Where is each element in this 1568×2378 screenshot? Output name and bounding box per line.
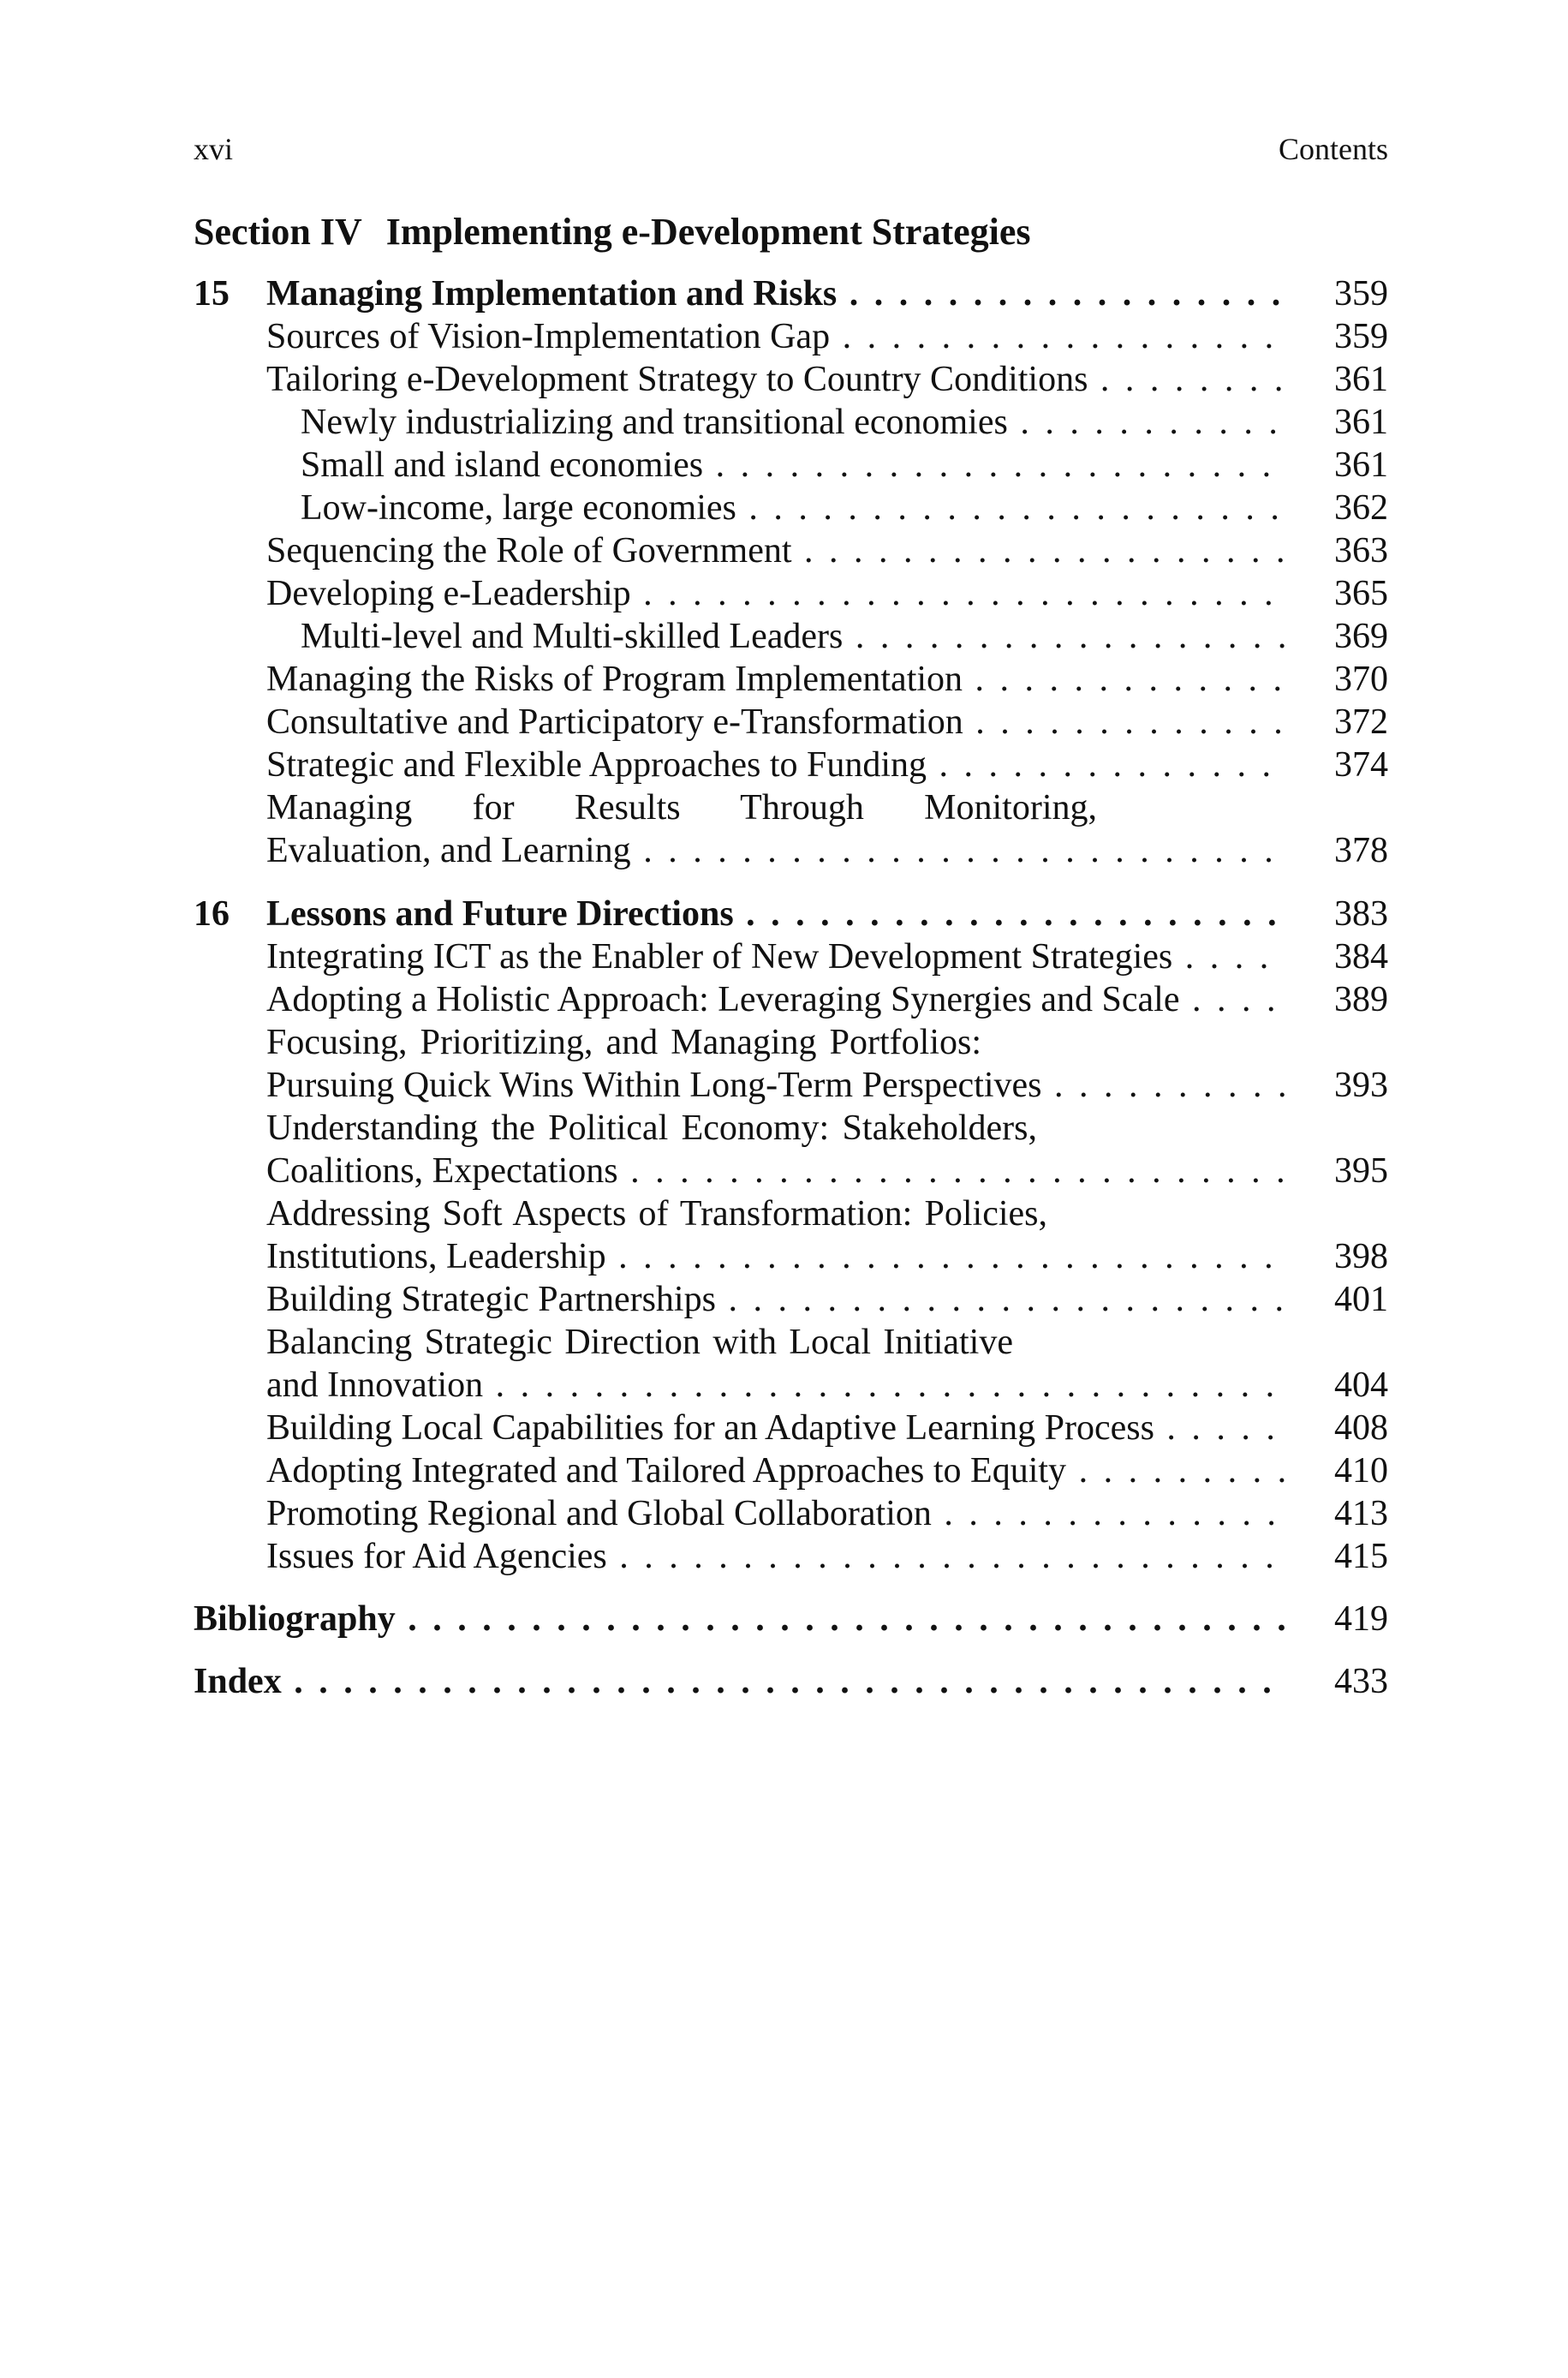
- toc-entry[interactable]: [0, 701, 1568, 744]
- chapter-number: 15: [194, 274, 230, 314]
- entry-title: Tailoring e-Development Strategy to Country Conditions . . .: [266, 358, 1285, 401]
- page-number: 374: [1334, 745, 1388, 785]
- page-number: 383: [1334, 894, 1388, 934]
- entry-title: Consultative and Participatory e-Transformation . . .: [266, 701, 1285, 744]
- section-label: Section IV: [194, 211, 362, 253]
- toc-subentry[interactable]: [0, 615, 1568, 658]
- entry-title: Strategic and Flexible Approaches to Funding . . .: [266, 744, 1285, 786]
- entry-title-line2: Evaluation, and Learning . . .: [266, 829, 1285, 872]
- entry-title: Promoting Regional and Global Collaboration . . .: [266, 1492, 1285, 1535]
- page-number: 361: [1334, 360, 1388, 399]
- entry-title: Integrating ICT as the Enabler of New Development Strategies . . .: [266, 935, 1285, 978]
- entry-title-line2: Coalitions, Expectations . . .: [266, 1150, 1285, 1192]
- toc-chapter-15[interactable]: [0, 272, 1568, 315]
- toc-subentry[interactable]: [0, 487, 1568, 529]
- toc-entry-line2[interactable]: [0, 1235, 1568, 1278]
- page-number: 378: [1334, 831, 1388, 870]
- entry-title-line1: Focusing, Prioritizing, and Managing Portfolios:: [266, 1023, 981, 1062]
- entry-title: Managing the Risks of Program Implementation . . .: [266, 658, 1285, 701]
- toc-entry-line1[interactable]: [0, 1107, 1568, 1150]
- entry-title: Building Strategic Partnerships . . .: [266, 1278, 1285, 1321]
- page-number: 361: [1334, 403, 1388, 442]
- page-number: 410: [1334, 1451, 1388, 1491]
- entry-title-line1: Managing for Results Through Monitoring,: [266, 788, 1097, 828]
- page-number: 370: [1334, 660, 1388, 699]
- chapter-title: Lessons and Future Directions . . .: [266, 893, 1285, 935]
- entry-title: Index . . .: [194, 1660, 1285, 1703]
- entry-title: Developing e-Leadership . . .: [266, 572, 1285, 615]
- toc-chapter-16[interactable]: [0, 893, 1568, 935]
- page-number: 395: [1334, 1151, 1388, 1191]
- entry-title-line1: Addressing Soft Aspects of Transformation: Policies,: [266, 1194, 1047, 1234]
- entry-title: Small and island economies . . .: [301, 444, 1285, 487]
- page-number: 359: [1334, 317, 1388, 356]
- entry-title-line2: Pursuing Quick Wins Within Long-Term Perspectives . . .: [266, 1064, 1285, 1107]
- page-number: 372: [1334, 702, 1388, 742]
- entry-title-line2: and Innovation . . .: [266, 1364, 1285, 1407]
- toc-entry-line2[interactable]: [0, 1150, 1568, 1192]
- entry-title-line1: Balancing Strategic Direction with Local Initiative: [266, 1323, 1013, 1362]
- page-number: 433: [1334, 1662, 1388, 1701]
- toc-entry-line1[interactable]: [0, 1021, 1568, 1064]
- toc-entry[interactable]: [0, 978, 1568, 1021]
- entry-title: Adopting Integrated and Tailored Approaches to Equity . . .: [266, 1449, 1285, 1492]
- toc-entry[interactable]: [0, 358, 1568, 401]
- toc-entry-line2[interactable]: [0, 1364, 1568, 1407]
- toc-entry-line2[interactable]: [0, 1064, 1568, 1107]
- page-number: 363: [1334, 531, 1388, 571]
- toc-entry[interactable]: [0, 1535, 1568, 1578]
- toc-bibliography[interactable]: [0, 1598, 1568, 1640]
- entry-title: Issues for Aid Agencies . . .: [266, 1535, 1285, 1578]
- toc-entry[interactable]: [0, 529, 1568, 572]
- toc-entry[interactable]: [0, 315, 1568, 358]
- section-heading: [194, 209, 1031, 255]
- page-number: 361: [1334, 445, 1388, 485]
- page-number: 398: [1334, 1237, 1388, 1276]
- entry-title: Sources of Vision-Implementation Gap . . .: [266, 315, 1285, 358]
- toc-index[interactable]: [0, 1660, 1568, 1703]
- entry-title: Low-income, large economies . . .: [301, 487, 1285, 529]
- entry-title: Multi-level and Multi-skilled Leaders . . .: [301, 615, 1285, 658]
- page-number: 359: [1334, 274, 1388, 314]
- chapter-number: 16: [194, 894, 230, 934]
- toc-entry-line1[interactable]: [0, 1321, 1568, 1364]
- page-number: 389: [1334, 980, 1388, 1019]
- entry-title: Building Local Capabilities for an Adaptive Learning Process . . .: [266, 1407, 1285, 1449]
- entry-title-line2: Institutions, Leadership . . .: [266, 1235, 1285, 1278]
- toc-entry-line1[interactable]: [0, 786, 1568, 829]
- page-number: 369: [1334, 617, 1388, 656]
- entry-title: Newly industrializing and transitional economies . . .: [301, 401, 1285, 444]
- page-number: 365: [1334, 574, 1388, 613]
- page-number: 419: [1334, 1599, 1388, 1639]
- toc-entry[interactable]: [0, 1278, 1568, 1321]
- page-number-roman: xvi: [194, 132, 234, 166]
- toc-entry[interactable]: [0, 658, 1568, 701]
- toc-entry[interactable]: [0, 935, 1568, 978]
- running-head-title: Contents: [1278, 132, 1388, 166]
- chapter-title: Managing Implementation and Risks . . .: [266, 272, 1285, 315]
- toc-subentry[interactable]: [0, 401, 1568, 444]
- toc-entry[interactable]: [0, 744, 1568, 786]
- page-number: 413: [1334, 1494, 1388, 1533]
- entry-title: Sequencing the Role of Government . . .: [266, 529, 1285, 572]
- page-number: 408: [1334, 1408, 1388, 1448]
- toc-entry[interactable]: [0, 572, 1568, 615]
- toc-subentry[interactable]: [0, 444, 1568, 487]
- page-number: 384: [1334, 937, 1388, 977]
- toc-entry-line1[interactable]: [0, 1192, 1568, 1235]
- toc-entry[interactable]: [0, 1492, 1568, 1535]
- entry-title: Adopting a Holistic Approach: Leveraging Synergies and Scale . . .: [266, 978, 1285, 1021]
- toc-entry[interactable]: [0, 1449, 1568, 1492]
- toc-entry-line2[interactable]: [0, 829, 1568, 872]
- entry-title: Bibliography . . .: [194, 1598, 1285, 1640]
- page-number: 415: [1334, 1537, 1388, 1576]
- entry-title-line1: Understanding the Political Economy: Stakeholders,: [266, 1108, 1037, 1148]
- page-number: 404: [1334, 1365, 1388, 1405]
- page-number: 362: [1334, 488, 1388, 528]
- page-number: 393: [1334, 1066, 1388, 1105]
- toc-entry[interactable]: [0, 1407, 1568, 1449]
- page-number: 401: [1334, 1280, 1388, 1319]
- section-title: Implementing e-Development Strategies: [385, 211, 1031, 253]
